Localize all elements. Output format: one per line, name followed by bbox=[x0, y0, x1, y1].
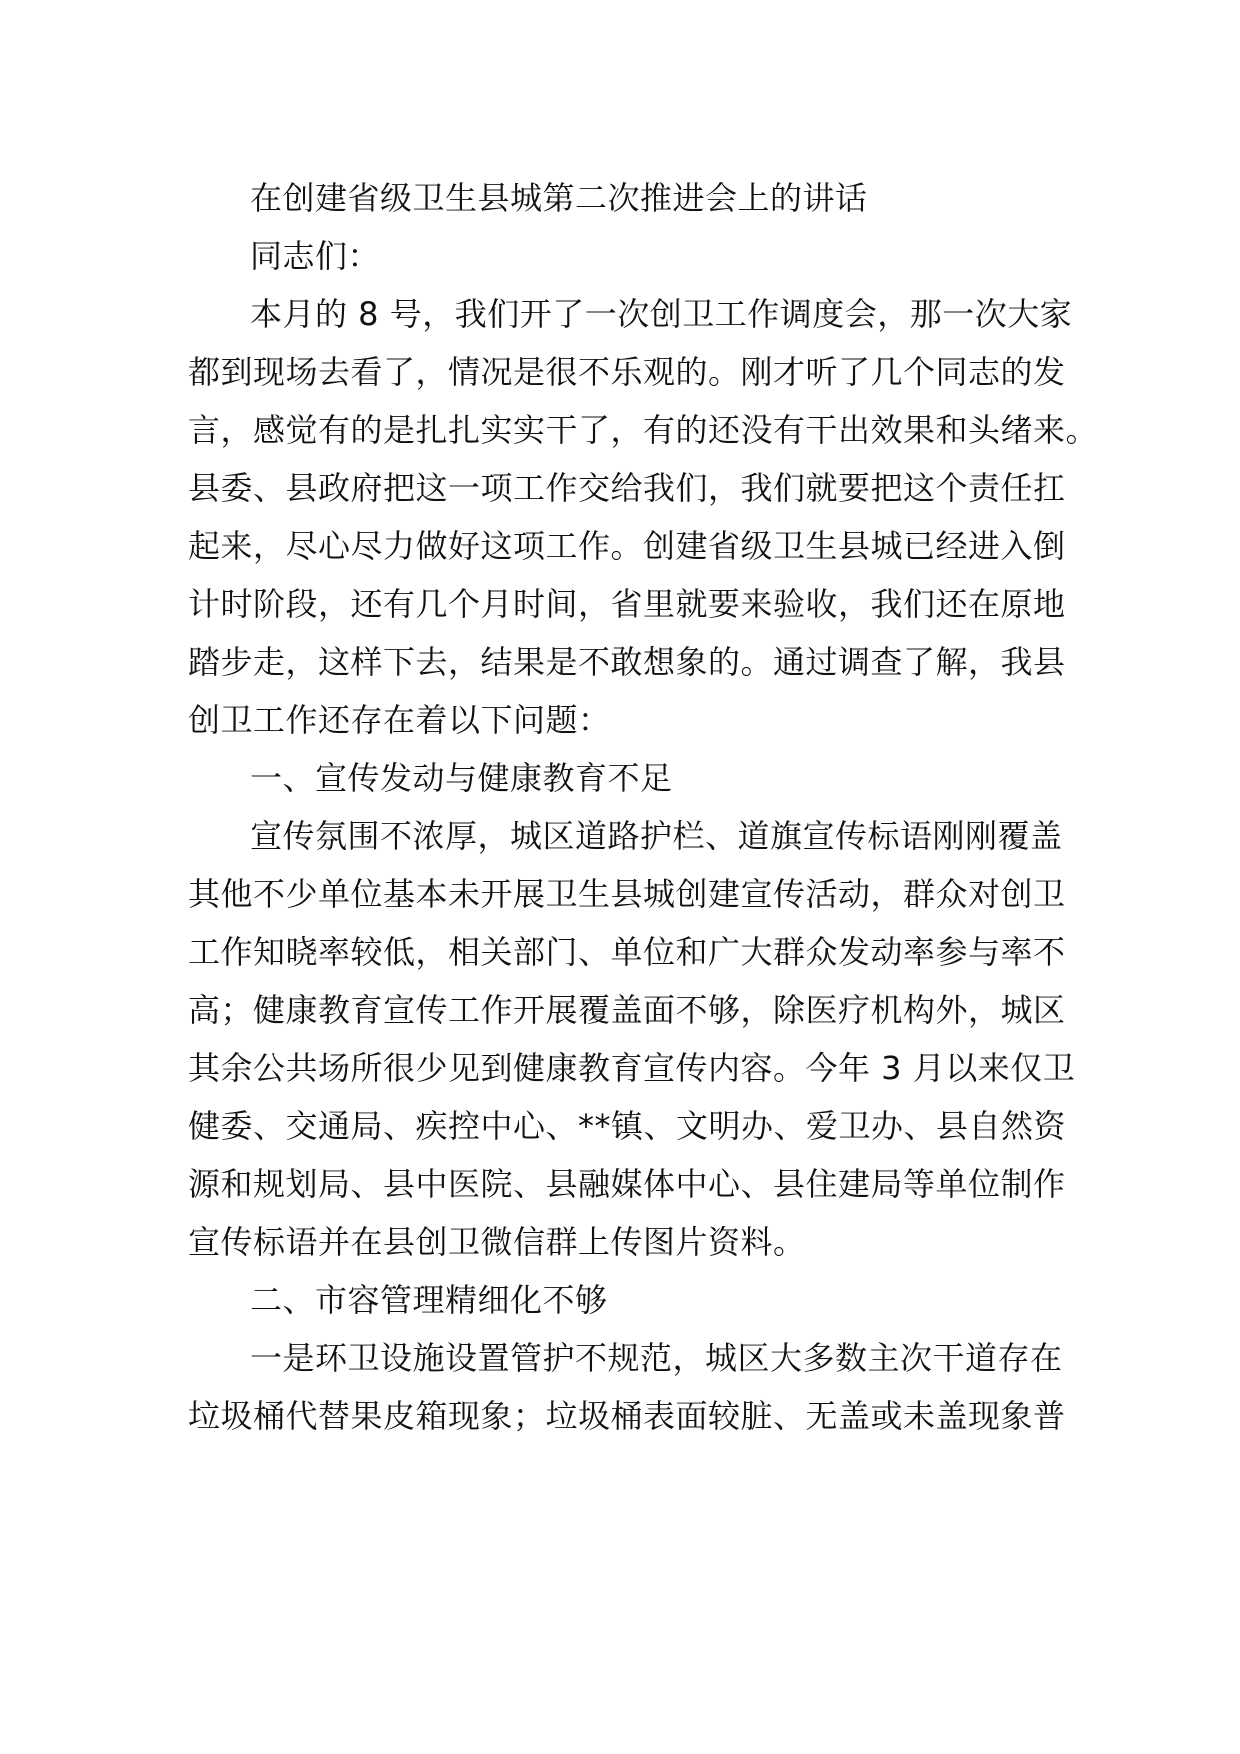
document-title: 在创建省级卫生县城第二次推进会上的讲话 bbox=[250, 179, 868, 217]
text-line: 工作知晓率较低，相关部门、单位和广大群众发动率参与率不 bbox=[188, 933, 1066, 971]
text-line: 创卫工作还存在着以下问题： bbox=[188, 701, 611, 739]
text-line: 宣传氛围不浓厚，城区道路护栏、道旗宣传标语刚刚覆盖 bbox=[250, 817, 1063, 855]
text-line: 言，感觉有的是扎扎实实干了，有的还没有干出效果和头绪来。 bbox=[188, 411, 1099, 449]
text-line: 垃圾桶代替果皮箱现象；垃圾桶表面较脏、无盖或未盖现象普 bbox=[188, 1397, 1066, 1435]
text-line: 计时阶段，还有几个月时间，省里就要来验收，我们还在原地 bbox=[188, 585, 1066, 623]
text-line: 踏步走，这样下去，结果是不敢想象的。通过调查了解，我县 bbox=[188, 643, 1066, 681]
text-line: 本月的 8 号，我们开了一次创卫工作调度会，那一次大家 bbox=[250, 295, 1073, 333]
salutation: 同志们： bbox=[250, 237, 381, 275]
text-line: 一是环卫设施设置管护不规范，城区大多数主次干道存在 bbox=[250, 1339, 1063, 1377]
text-line: 县委、县政府把这一项工作交给我们，我们就要把这个责任扛 bbox=[188, 469, 1066, 507]
text-line: 源和规划局、县中医院、县融媒体中心、县住建局等单位制作 bbox=[188, 1165, 1066, 1203]
text-line: 其余公共场所很少见到健康教育宣传内容。今年 3 月以来仅卫 bbox=[188, 1049, 1076, 1087]
text-line: 宣传标语并在县创卫微信群上传图片资料。 bbox=[188, 1223, 806, 1261]
section-heading: 二、市容管理精细化不够 bbox=[250, 1281, 608, 1319]
text-line: 其他不少单位基本未开展卫生县城创建宣传活动，群众对创卫 bbox=[188, 875, 1066, 913]
text-line: 起来，尽心尽力做好这项工作。创建省级卫生县城已经进入倒 bbox=[188, 527, 1066, 565]
section-heading: 一、宣传发动与健康教育不足 bbox=[250, 759, 673, 797]
text-line: 高；健康教育宣传工作开展覆盖面不够，除医疗机构外，城区 bbox=[188, 991, 1066, 1029]
text-line: 都到现场去看了，情况是很不乐观的。刚才听了几个同志的发 bbox=[188, 353, 1066, 391]
text-line: 健委、交通局、疾控中心、**镇、文明办、爱卫办、县自然资 bbox=[188, 1107, 1067, 1145]
